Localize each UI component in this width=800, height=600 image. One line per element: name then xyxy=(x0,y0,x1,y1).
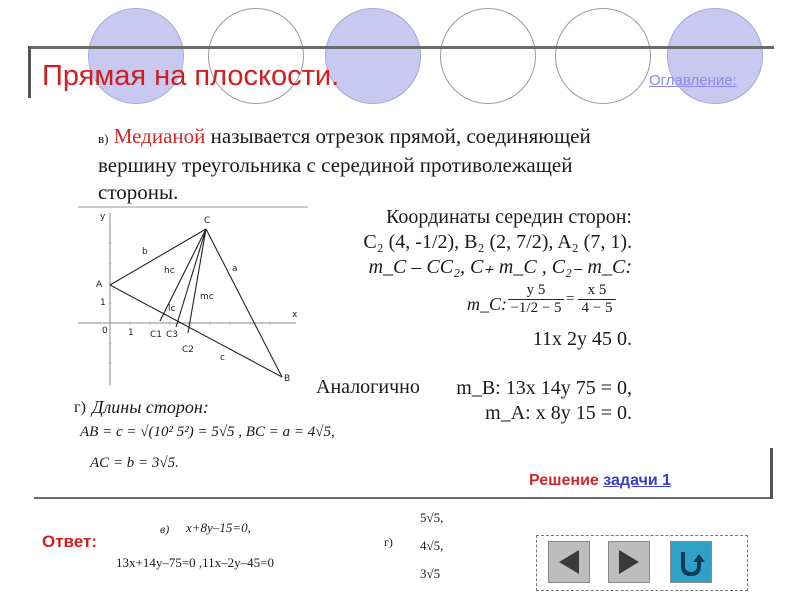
top-rule xyxy=(28,46,774,49)
prev-slide-button[interactable] xyxy=(548,541,590,583)
side-c-label: c xyxy=(220,353,225,363)
mc-result: 11x 2y 45 0. xyxy=(532,328,632,350)
toc-link[interactable]: Оглавление: xyxy=(649,72,737,89)
fraction-2-denominator: 4 − 5 xyxy=(581,300,613,316)
triangle-figure xyxy=(78,205,310,390)
ma-equation: m_A: x 8y 15 = 0. xyxy=(485,402,632,424)
fraction-1-numerator: y 5 xyxy=(508,282,564,300)
definition-text: называется отрезок прямой, соединяющей вершину треугольника с серединой противолежащей стороны. xyxy=(98,124,591,204)
lengths-ac: AC = b = 3√5. xyxy=(90,455,179,471)
right-arrow-icon xyxy=(609,542,649,582)
right-rule xyxy=(770,448,773,499)
point-c1-label: C1 xyxy=(150,330,163,340)
solution-prefix: Решение xyxy=(529,472,599,489)
hc-label: hc xyxy=(164,266,175,276)
lengths-ab-bc: AB = c = √(10² 5²) = 5√5 , BC = a = 4√5, xyxy=(80,424,335,440)
mc-label: mc xyxy=(200,292,214,302)
point-a-label: A xyxy=(96,280,103,290)
answer-v-label: в) xyxy=(160,522,170,536)
deco-circle-6 xyxy=(667,8,763,104)
lc-label: lc xyxy=(168,304,176,314)
bottom-rule xyxy=(34,497,772,499)
x-unit-label: 1 xyxy=(128,328,134,338)
next-slide-button[interactable] xyxy=(608,541,650,583)
lengths-label: г) xyxy=(74,399,86,416)
return-button[interactable] xyxy=(670,541,712,583)
y-axis-label: y xyxy=(100,212,106,222)
definition-label: в) xyxy=(98,131,109,146)
coords-values: C₂ (4, -1/2), B₂ (2, 7/2), A₂ (7, 1). xyxy=(363,231,632,253)
analog-word: Аналогично xyxy=(316,376,420,398)
definition-term: Медианой xyxy=(113,124,206,148)
answer-v-line2: 13x+14y–75=0 ,11x–2y–45=0 xyxy=(116,555,275,570)
side-b-label: b xyxy=(142,247,148,257)
x-axis-label: x xyxy=(292,310,298,320)
mc-definition: m_C – CC₂, C₊ m_C , C₂₋ m_C: xyxy=(368,256,632,278)
lengths-title: Длины сторон: xyxy=(92,397,209,417)
point-b-label: B xyxy=(284,374,291,384)
coords-heading: Координаты середин сторон: xyxy=(385,206,632,228)
left-arrow-icon xyxy=(549,542,589,582)
answer-g-value-1: 5√5, xyxy=(420,510,444,525)
page-title: Прямая на плоскости. xyxy=(42,60,340,92)
point-c3-label: C3 xyxy=(166,330,179,340)
answer-label: Ответ: xyxy=(42,532,97,551)
mb-equation: m_B: 13x 14y 75 = 0, xyxy=(456,377,632,399)
mc-equation-label: m_C: xyxy=(467,294,507,314)
equals-sign: = xyxy=(566,291,575,307)
point-c2-label: C2 xyxy=(182,345,195,355)
origin-label: 0 xyxy=(102,326,108,336)
side-a-label: a xyxy=(232,264,238,274)
deco-circle-5 xyxy=(555,8,651,104)
return-arrow-icon xyxy=(671,542,711,582)
deco-circle-4 xyxy=(440,8,536,104)
answer-g-value-3: 3√5 xyxy=(420,566,441,581)
answer-g-value-2: 4√5, xyxy=(420,538,444,553)
left-rule xyxy=(28,46,31,98)
answer-g-label: г) xyxy=(384,535,393,549)
solution-line xyxy=(529,472,671,490)
point-c-label: C xyxy=(204,216,211,226)
fraction-1-denominator: −1/2 − 5 xyxy=(510,300,562,316)
answer-v-line1: x+8y–15=0, xyxy=(186,520,251,535)
fraction-2-numerator: x 5 xyxy=(578,282,616,300)
deco-circle-3 xyxy=(325,8,421,104)
solution-task-link[interactable]: задачи 1 xyxy=(603,472,672,489)
y-unit-label: 1 xyxy=(100,298,106,308)
median-definition xyxy=(98,123,638,206)
